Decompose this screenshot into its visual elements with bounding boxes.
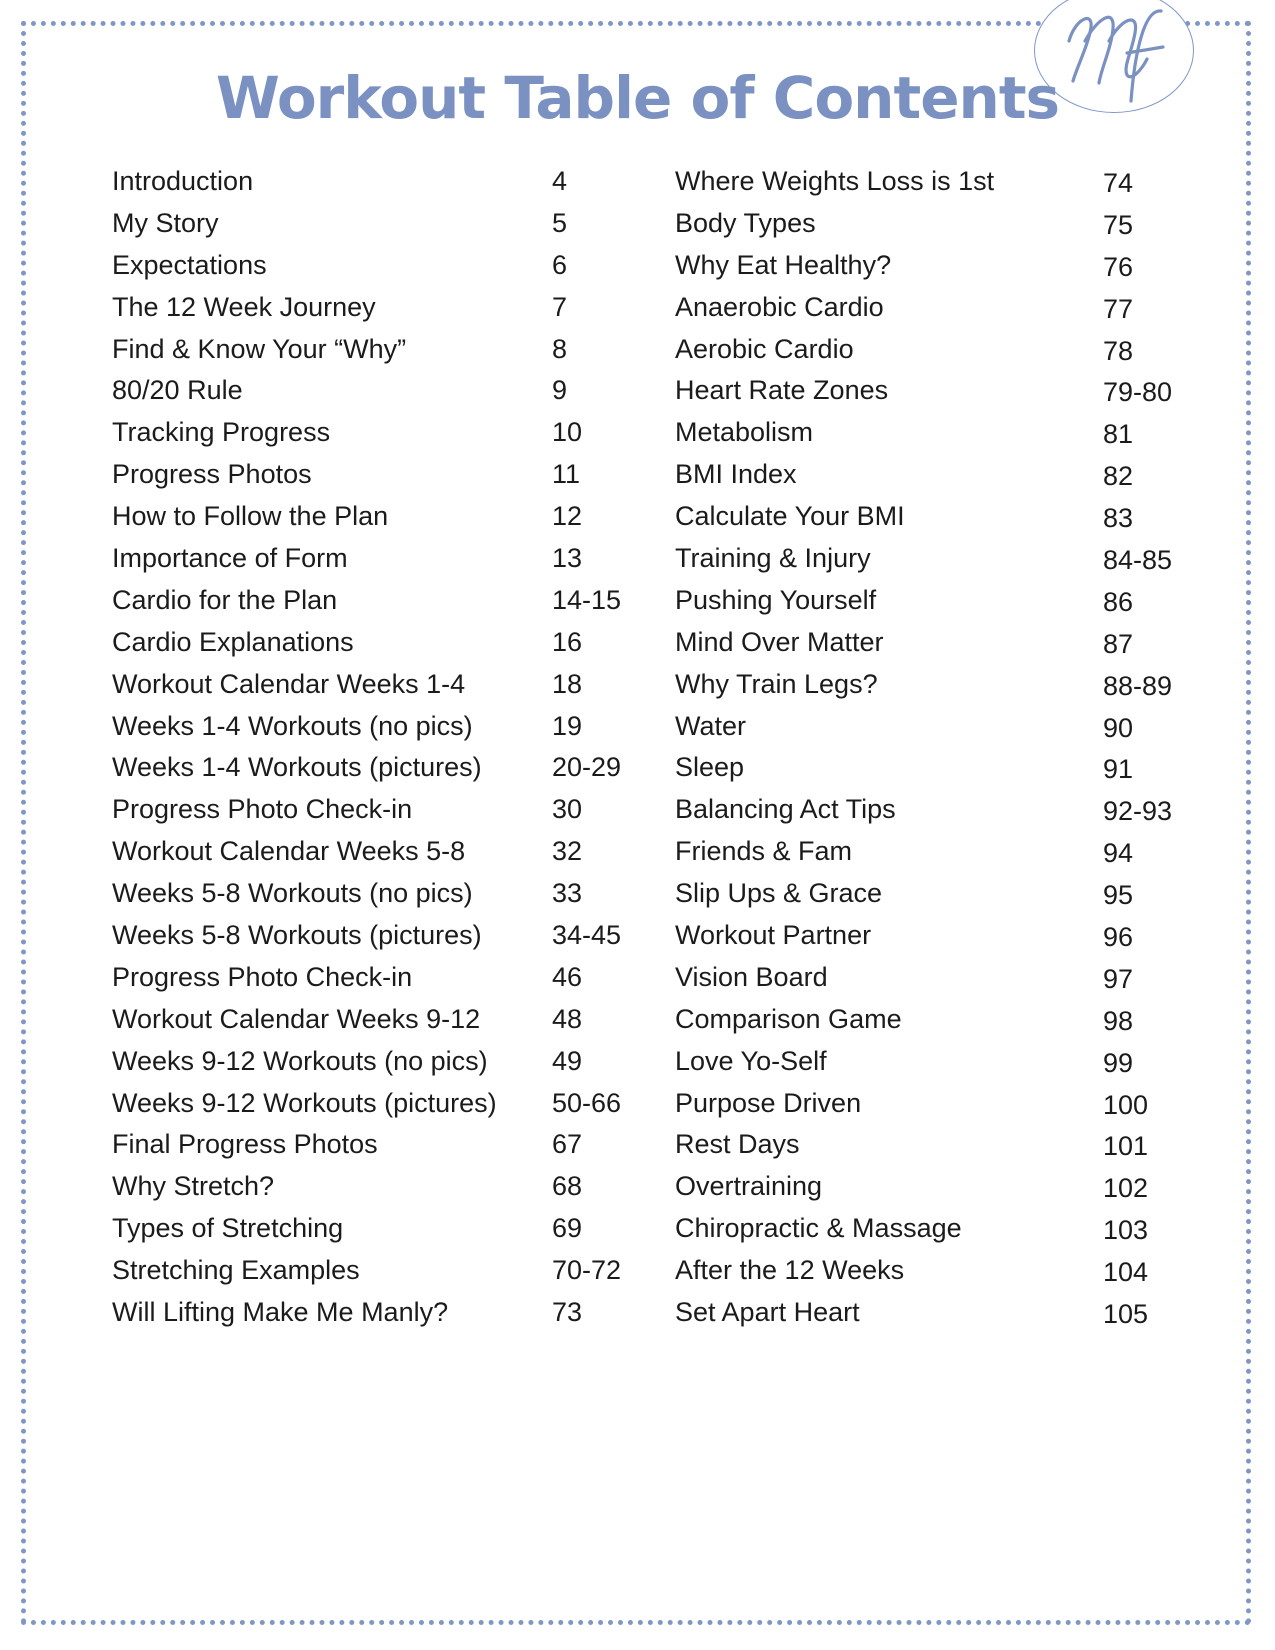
- toc-entry-title: Workout Calendar Weeks 1-4: [112, 668, 466, 699]
- toc-entry-title: Vision Board: [675, 961, 828, 992]
- toc-entry-title: Aerobic Cardio: [675, 333, 854, 364]
- toc-entry: [675, 1207, 1215, 1249]
- toc-entry-page-number: 84-85: [1103, 545, 1173, 576]
- toc-entry-page-number: 30: [552, 794, 583, 825]
- toc-entry-page-number: 94: [1103, 838, 1134, 869]
- toc-entry-page-number: 81: [1103, 419, 1134, 450]
- toc-entry-page-number: 6: [552, 249, 568, 280]
- toc-entry: [675, 956, 1215, 998]
- toc-entry: [675, 998, 1215, 1040]
- toc-entry: [112, 1207, 652, 1249]
- toc-entry-page-number: 20-29: [552, 752, 622, 783]
- toc-entry-page-number: 104: [1103, 1257, 1149, 1288]
- toc-entry: [675, 244, 1215, 286]
- toc-entry-title: Love Yo-Self: [675, 1045, 827, 1076]
- toc-entry: [675, 1291, 1215, 1333]
- toc-entry-title: Body Types: [675, 207, 816, 238]
- toc-entry-title: Weeks 5-8 Workouts (pictures): [112, 920, 482, 951]
- toc-entry-page-number: 9: [552, 375, 568, 406]
- toc-entry-page-number: 75: [1103, 209, 1134, 240]
- toc-entry-title: Why Train Legs?: [675, 668, 878, 699]
- toc-entry-title: Workout Calendar Weeks 9-12: [112, 1003, 481, 1034]
- toc-entry-title: Anaerobic Cardio: [675, 291, 884, 322]
- toc-entry: [112, 788, 652, 830]
- toc-entry: [112, 914, 652, 956]
- toc-entry-page-number: 105: [1103, 1299, 1149, 1330]
- toc-entry: [675, 453, 1215, 495]
- toc-entry-page-number: 46: [552, 961, 583, 992]
- toc-entry: [112, 537, 652, 579]
- toc-entry-page-number: 88-89: [1103, 670, 1173, 701]
- toc-entry-title: Progress Photo Check-in: [112, 961, 413, 992]
- toc-entry-page-number: 69: [552, 1213, 583, 1244]
- toc-entry-title: Tracking Progress: [112, 417, 331, 448]
- toc-entry: [112, 663, 652, 705]
- toc-entry-title: Importance of Form: [112, 543, 348, 574]
- toc-entry-title: After the 12 Weeks: [675, 1255, 905, 1286]
- toc-entry-title: Types of Stretching: [112, 1213, 344, 1244]
- toc-entry-title: Introduction: [112, 166, 254, 196]
- toc-entry-title: Find & Know Your “Why”: [112, 333, 407, 364]
- toc-entry-page-number: 50-66: [552, 1087, 622, 1118]
- page-title: Workout Table of Contents: [215, 64, 1060, 132]
- toc-entry: [675, 202, 1215, 244]
- toc-entry: [675, 872, 1215, 914]
- toc-entry-title: Comparison Game: [675, 1003, 902, 1034]
- toc-entry: [112, 956, 652, 998]
- toc-entry: [112, 328, 652, 370]
- toc-entry-page-number: 97: [1103, 963, 1134, 994]
- toc-entry: [675, 1082, 1215, 1124]
- toc-entry-title: The 12 Week Journey: [112, 291, 376, 322]
- toc-entry-page-number: 78: [1103, 335, 1134, 366]
- toc-entry: [112, 1040, 652, 1082]
- toc-entry-page-number: 98: [1103, 1005, 1134, 1036]
- toc-entry-page-number: 87: [1103, 628, 1134, 659]
- toc-entry: [112, 746, 652, 788]
- toc-entry: [675, 914, 1215, 956]
- toc-entry: [112, 830, 652, 872]
- toc-entry-page-number: 86: [1103, 586, 1134, 617]
- toc-entry-page-number: 77: [1103, 293, 1134, 324]
- toc-entry-title: Balancing Act Tips: [675, 794, 896, 825]
- toc-entry-title: Weeks 9-12 Workouts (no pics): [112, 1045, 488, 1076]
- toc-entry-page-number: 16: [552, 626, 583, 657]
- toc-entry-title: Weeks 9-12 Workouts (pictures): [112, 1087, 497, 1118]
- toc-entry: [112, 411, 652, 453]
- toc-entry-title: Pushing Yourself: [675, 584, 877, 615]
- toc-entry-title: Training & Injury: [675, 543, 871, 574]
- toc-entry-title: Progress Photo Check-in: [112, 794, 413, 825]
- toc-entry-title: Rest Days: [675, 1129, 800, 1160]
- toc-entry-page-number: 83: [1103, 503, 1134, 534]
- toc-entry-page-number: 18: [552, 668, 583, 699]
- toc-entry-title: Metabolism: [675, 417, 814, 448]
- toc-entry: [675, 663, 1215, 705]
- toc-entry-page-number: 34-45: [552, 920, 622, 951]
- toc-entry: [112, 872, 652, 914]
- toc-entry-page-number: 95: [1103, 880, 1134, 911]
- toc-entry-page-number: 101: [1103, 1131, 1149, 1162]
- toc-entry: [112, 1165, 652, 1207]
- toc-entry-title: Weeks 1-4 Workouts (pictures): [112, 752, 482, 783]
- toc-entry: [675, 1165, 1215, 1207]
- toc-entry-page-number: 11: [552, 459, 581, 490]
- toc-entry-title: Progress Photos: [112, 459, 312, 490]
- toc-entry-title: Set Apart Heart: [675, 1297, 860, 1328]
- toc-entry: [675, 411, 1215, 453]
- toc-entry: [675, 537, 1215, 579]
- toc-entry-title: Workout Calendar Weeks 5-8: [112, 836, 466, 867]
- toc-entry: [112, 244, 652, 286]
- toc-entry-page-number: 14-15: [552, 584, 622, 615]
- toc-left-column: [112, 160, 652, 1333]
- toc-entry: [112, 202, 652, 244]
- toc-entry: [675, 746, 1215, 788]
- toc-entry-title: Cardio for the Plan: [112, 584, 338, 615]
- toc-entry-page-number: 4: [552, 166, 568, 196]
- toc-entry: [112, 369, 652, 411]
- toc-entry-title: Cardio Explanations: [112, 626, 354, 657]
- toc-entry-title: Slip Ups & Grace: [675, 878, 883, 909]
- toc-entry-title: Weeks 5-8 Workouts (no pics): [112, 878, 473, 909]
- toc-entry-title: Expectations: [112, 249, 267, 280]
- toc-entry-title: How to Follow the Plan: [112, 501, 389, 532]
- toc-entry: [675, 579, 1215, 621]
- toc-entry: [675, 160, 1215, 202]
- toc-entry-title: BMI Index: [675, 459, 797, 490]
- toc-entry-title: Stretching Examples: [112, 1255, 360, 1286]
- toc-entry-page-number: 33: [552, 878, 583, 909]
- toc-entry-title: Why Stretch?: [112, 1171, 275, 1202]
- toc-entry: [112, 998, 652, 1040]
- toc-entry-page-number: 19: [552, 710, 583, 741]
- toc-entry-title: Purpose Driven: [675, 1087, 862, 1118]
- toc-entry-page-number: 100: [1103, 1089, 1149, 1120]
- toc-entry-page-number: 67: [552, 1129, 583, 1160]
- toc-entry-title: Workout Partner: [675, 920, 872, 951]
- toc-entry-page-number: 91: [1103, 754, 1134, 785]
- toc-entry-page-number: 76: [1103, 251, 1134, 282]
- toc-entry: [675, 830, 1215, 872]
- toc-entry-title: Overtraining: [675, 1171, 823, 1202]
- toc-entry-title: Weeks 1-4 Workouts (no pics): [112, 710, 473, 741]
- toc-entry: [675, 621, 1215, 663]
- toc-entry: [675, 1123, 1215, 1165]
- toc-entry: [675, 369, 1215, 411]
- toc-entry: [675, 495, 1215, 537]
- toc-entry-page-number: 90: [1103, 712, 1134, 743]
- toc-entry-title: Mind Over Matter: [675, 626, 884, 657]
- toc-entry-title: Sleep: [675, 752, 745, 783]
- toc-entry-title: Calculate Your BMI: [675, 501, 905, 532]
- toc-entry-title: 80/20 Rule: [112, 375, 243, 406]
- toc-entry-page-number: 82: [1103, 461, 1134, 492]
- toc-entry-page-number: 49: [552, 1045, 583, 1076]
- toc-entry-page-number: 12: [552, 501, 583, 532]
- toc-right-column: [675, 160, 1215, 1333]
- toc-entry-page-number: 92-93: [1103, 796, 1173, 827]
- toc-entry-page-number: 48: [552, 1003, 583, 1034]
- toc-entry-page-number: 102: [1103, 1173, 1149, 1204]
- toc-entry: [675, 1040, 1215, 1082]
- toc-entry-page-number: 103: [1103, 1215, 1149, 1246]
- toc-entry-title: Will Lifting Make Me Manly?: [112, 1297, 449, 1328]
- toc-entry: [675, 788, 1215, 830]
- toc-entry: [112, 1082, 652, 1124]
- toc-entry-page-number: 7: [552, 291, 568, 322]
- toc-entry-title: Heart Rate Zones: [675, 375, 889, 406]
- toc-entry: [112, 579, 652, 621]
- toc-entry-page-number: 68: [552, 1171, 583, 1202]
- toc-entry-title: Friends & Fam: [675, 836, 853, 867]
- toc-entry: [112, 621, 652, 663]
- toc-entry: [112, 1291, 652, 1333]
- toc-entry: [675, 286, 1215, 328]
- toc-entry: [112, 1249, 652, 1291]
- toc-entry: [112, 705, 652, 747]
- toc-entry-page-number: 73: [552, 1297, 583, 1328]
- toc-entry-page-number: 96: [1103, 922, 1134, 953]
- toc-entry-title: Water: [675, 710, 747, 741]
- toc-entry-title: Chiropractic & Massage: [675, 1213, 962, 1244]
- toc-entry-page-number: 10: [552, 417, 583, 448]
- toc-entry-page-number: 5: [552, 207, 568, 238]
- toc-entry: [112, 1123, 652, 1165]
- toc-entry-page-number: 13: [552, 543, 583, 574]
- toc-entry-page-number: 32: [552, 836, 583, 867]
- toc-entry: [112, 286, 652, 328]
- toc-entry: [675, 705, 1215, 747]
- toc-entry: [675, 1249, 1215, 1291]
- toc-entry-page-number: 74: [1103, 168, 1134, 198]
- toc-entry: [112, 453, 652, 495]
- toc-entry-title: Final Progress Photos: [112, 1129, 378, 1160]
- toc-entry-page-number: 79-80: [1103, 377, 1173, 408]
- toc-entry-title: Why Eat Healthy?: [675, 249, 892, 280]
- toc-entry-title: Where Weights Loss is 1st: [675, 166, 995, 196]
- toc-entry-page-number: 70-72: [552, 1255, 622, 1286]
- toc-entry: [112, 495, 652, 537]
- toc-entry: [675, 328, 1215, 370]
- toc-entry-page-number: 8: [552, 333, 568, 364]
- toc-entry-page-number: 99: [1103, 1047, 1134, 1078]
- toc-entry: [112, 160, 652, 202]
- toc-entry-title: My Story: [112, 207, 219, 238]
